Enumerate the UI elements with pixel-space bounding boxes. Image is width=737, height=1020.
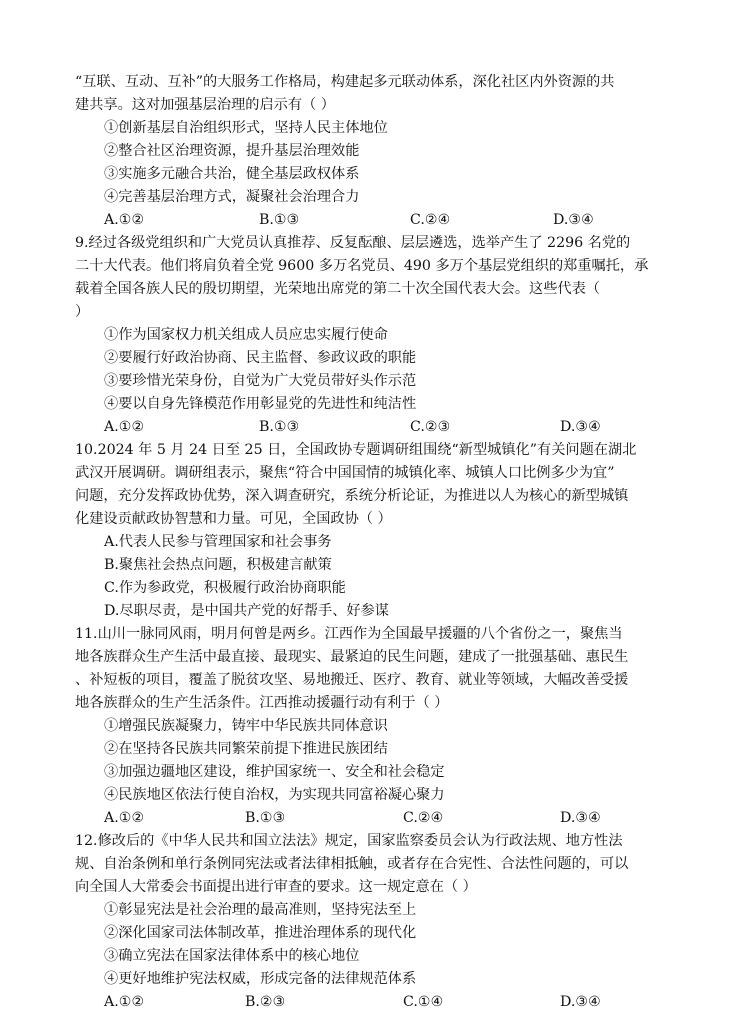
q11-choice-a: A.①②: [104, 810, 145, 826]
q12-choice-b: B.②③: [245, 994, 286, 1010]
q10-option-d: D.尽职尽责，是中国共产党的好帮手、好参谋: [104, 603, 389, 619]
q11-option-2: ②在坚持各民族共同繁荣前提下推进民族团结: [104, 741, 388, 757]
q11-stem-line-2: 地各族群众生产生活中最直接、最现实、最紧迫的民生问题，建成了一批强基础、惠民生: [75, 649, 629, 665]
q12-option-4: ④更好地维护宪法权威，形成完备的法律规范体系: [104, 971, 417, 987]
q9-option-2: ②要履行好政治协商、民主监督、参政议政的职能: [104, 350, 417, 366]
q9-stem-line-3: 载着全国各族人民的殷切期望，光荣地出席党的第二十次全国代表大会。这些代表（: [75, 281, 600, 297]
q11-stem-line-3: 、补短板的项目，覆盖了脱贫攻坚、易地搬迁、医疗、教育、就业等领域，大幅改善受援: [75, 672, 629, 688]
q10-option-b: B.聚焦社会热点问题，积极建言献策: [104, 557, 332, 573]
q12-option-2: ②深化国家司法体制改革，推进治理体系的现代化: [104, 925, 417, 941]
q10-stem-line-2: 武汉开展调研。调研组表示，聚焦“符合中国国情的城镇化率、城镇人口比例多少为宜”: [75, 465, 615, 481]
q11-choice-c: C.②④: [403, 810, 444, 826]
q8-choices: [0, 210, 737, 230]
q11-option-4: ④民族地区依法行使自治权，为实现共同富裕凝心聚力: [104, 787, 445, 803]
q9-choice-b: B.①③: [259, 419, 300, 435]
q12-stem-line-3: 向全国人大常委会书面提出进行审查的要求。这一规定意在（ ）: [75, 879, 477, 895]
q8-choice-b: B.①③: [259, 212, 300, 228]
q9-stem-line-4: ）: [75, 304, 90, 320]
q11-choice-b: B.①③: [245, 810, 286, 826]
q11-choices: [0, 808, 737, 828]
q12-choice-c: C.①④: [403, 994, 444, 1010]
q9-option-1: ①作为国家权力机关组成人员应忠实履行使命: [104, 327, 388, 343]
q12-choices: [0, 992, 737, 1012]
q12-option-1: ①彰显宪法是社会治理的最高准则，坚持宪法至上: [104, 902, 417, 918]
q8-option-2: ②整合社区治理资源，提升基层治理效能: [104, 143, 360, 159]
q11-option-1: ①增强民族凝聚力，铸牢中华民族共同体意识: [104, 718, 388, 734]
q10-stem-line-1: 10.2024 年 5 月 24 日至 25 日，全国政协专题调研组围绕“新型城镇化”有关问题在湖北: [75, 442, 637, 458]
q10-stem-line-4: 化建设贡献政协智慧和力量。可见，全国政协（ ）: [75, 511, 392, 527]
q11-option-3: ③加强边疆地区建设，维护国家统一、安全和社会稳定: [104, 764, 445, 780]
q9-option-3: ③要珍惜光荣身份，自觉为广大党员带好头作示范: [104, 373, 417, 389]
q11-stem-line-4: 地各族群众的生产生活条件。江西推动援疆行动有利于（ ）: [75, 695, 449, 711]
q9-stem-line-2: 二十大代表。他们将肩负着全党 9600 多万名党员、490 多万个基层党组织的郑重嘱托，承: [75, 258, 649, 274]
q8-choice-a: A.①②: [104, 212, 145, 228]
q9-choices: [0, 417, 737, 437]
q8-option-1: ①创新基层自治组织形式，坚持人民主体地位: [104, 120, 388, 136]
q9-stem-line-1: 9.经过各级党组织和广大党员认真推荐、反复酝酿、层层遴选，选举产生了 2296 名党的: [75, 235, 631, 251]
q12-stem-line-1: 12.修改后的《中华人民共和国立法法》规定，国家监察委员会认为行政法规、地方性法: [75, 833, 623, 849]
q8-stem-line-1: “互联、互动、互补”的大服务工作格局，构建起多元联动体系，深化社区内外资源的共: [75, 74, 615, 90]
q10-stem-line-3: 问题，充分发挥政协优势，深入调查研究，系统分析论证，为推进以人为核心的新型城镇: [75, 488, 629, 504]
q9-choice-c: C.②③: [410, 419, 451, 435]
q10-option-c: C.作为参政党，积极履行政治协商职能: [104, 580, 346, 596]
q8-option-3: ③实施多元融合共治，健全基层政权体系: [104, 166, 360, 182]
q11-choice-d: D.③④: [560, 810, 601, 826]
q8-stem-line-2: 建共享。这对加强基层治理的启示有（ ）: [75, 97, 335, 113]
q8-choice-c: C.②④: [410, 212, 451, 228]
q10-option-a: A.代表人民参与管理国家和社会事务: [104, 534, 332, 550]
q8-option-4: ④完善基层治理方式，凝聚社会治理合力: [104, 189, 360, 205]
q9-choice-a: A.①②: [104, 419, 145, 435]
q9-choice-d: D.③④: [560, 419, 601, 435]
q8-choice-d: D.③④: [553, 212, 594, 228]
q9-option-4: ④要以自身先锋模范作用彰显党的先进性和纯洁性: [104, 396, 417, 412]
q12-stem-line-2: 规、自治条例和单行条例同宪法或者法律相抵触，或者存在合宪性、合法性问题的，可以: [75, 856, 629, 872]
q12-option-3: ③确立宪法在国家法律体系中的核心地位: [104, 948, 360, 964]
q12-choice-a: A.①②: [104, 994, 145, 1010]
q11-stem-line-1: 11.山川一脉同风雨，明月何曾是两乡。江西作为全国最早援疆的八个省份之一，聚焦当: [75, 626, 623, 642]
q12-choice-d: D.③④: [560, 994, 601, 1010]
